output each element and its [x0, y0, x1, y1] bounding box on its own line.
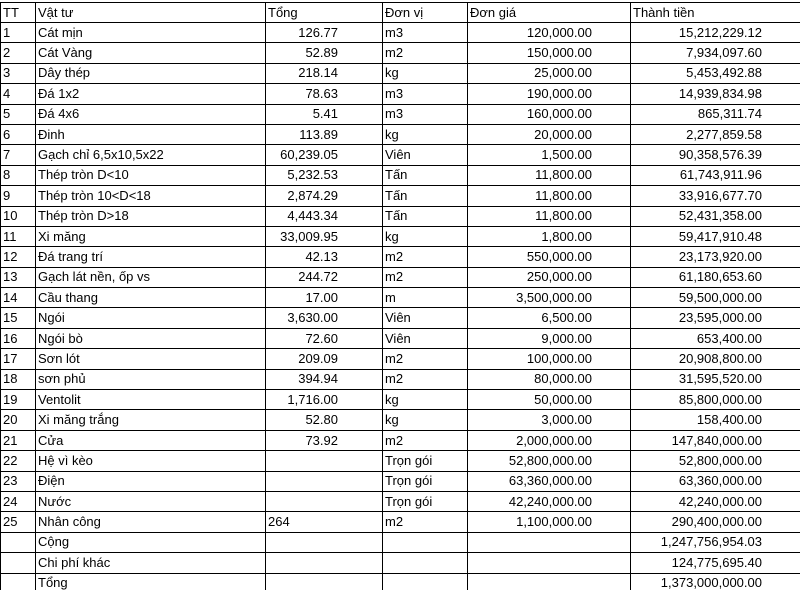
cell-tt: 23	[1, 471, 36, 491]
cell-total: 59,417,910.48	[631, 226, 800, 246]
cell-item: Xi măng trắng	[36, 410, 266, 430]
cell-unit: Viên	[383, 145, 468, 165]
table-row	[1, 451, 800, 471]
table-row	[1, 349, 800, 369]
table-row	[1, 512, 800, 532]
cell-total: 52,431,358.00	[631, 206, 800, 226]
cell-total: 7,934,097.60	[631, 43, 800, 63]
cell-total: 653,400.00	[631, 328, 800, 348]
summary-total: 1,373,000,000.00	[631, 573, 800, 593]
table-row	[1, 206, 800, 226]
table-row	[1, 390, 800, 410]
cell-tt: 25	[1, 512, 36, 532]
cell-unit: m3	[383, 104, 468, 124]
cell-price: 120,000.00	[468, 23, 631, 43]
cell-item: Xi măng	[36, 226, 266, 246]
cell-price: 3,000.00	[468, 410, 631, 430]
cell-qty: 244.72	[266, 267, 383, 287]
table-row	[1, 247, 800, 267]
cell-tt	[1, 532, 36, 552]
cell-price: 190,000.00	[468, 84, 631, 104]
cell-item: Đinh	[36, 124, 266, 144]
cell-total: 23,173,920.00	[631, 247, 800, 267]
cell-qty: 113.89	[266, 124, 383, 144]
cell-item: sơn phủ	[36, 369, 266, 389]
cell-tt: 24	[1, 491, 36, 511]
cell-total: 290,400,000.00	[631, 512, 800, 532]
cell-qty: 42.13	[266, 247, 383, 267]
cell-price: 160,000.00	[468, 104, 631, 124]
cell-qty: 73.92	[266, 430, 383, 450]
cell-qty: 78.63	[266, 84, 383, 104]
header-row	[1, 3, 800, 23]
cell-price: 50,000.00	[468, 390, 631, 410]
table-row	[1, 43, 800, 63]
cell-item: Thép tròn 10<D<18	[36, 186, 266, 206]
cell-item: Thép tròn D<10	[36, 165, 266, 185]
cell-unit	[383, 553, 468, 573]
cell-price: 11,800.00	[468, 186, 631, 206]
table-row	[1, 288, 800, 308]
cell-qty: 264	[266, 512, 383, 532]
cell-qty: 5,232.53	[266, 165, 383, 185]
cell-item: Hệ vì kèo	[36, 451, 266, 471]
cell-qty	[266, 451, 383, 471]
cell-qty: 17.00	[266, 288, 383, 308]
cell-tt: 12	[1, 247, 36, 267]
cell-qty: 52.80	[266, 410, 383, 430]
cell-unit: kg	[383, 410, 468, 430]
cell-tt: 22	[1, 451, 36, 471]
cell-unit: Trọn gói	[383, 471, 468, 491]
cell-total: 52,800,000.00	[631, 451, 800, 471]
cell-unit: m3	[383, 84, 468, 104]
cell-item: Đá 1x2	[36, 84, 266, 104]
cell-unit: m2	[383, 247, 468, 267]
cell-qty: 2,874.29	[266, 186, 383, 206]
cell-price: 2,000,000.00	[468, 430, 631, 450]
cell-price: 52,800,000.00	[468, 451, 631, 471]
cell-item: Sơn lót	[36, 349, 266, 369]
cell-total: 59,500,000.00	[631, 288, 800, 308]
cell-total: 5,453,492.88	[631, 63, 800, 83]
summary-row	[1, 553, 800, 573]
cell-price: 25,000.00	[468, 63, 631, 83]
cell-unit: m2	[383, 369, 468, 389]
cell-qty: 1,716.00	[266, 390, 383, 410]
cell-item: Nước	[36, 491, 266, 511]
table-row	[1, 23, 800, 43]
cell-item: Ventolit	[36, 390, 266, 410]
cell-qty	[266, 532, 383, 552]
cell-item: Ngói	[36, 308, 266, 328]
cell-total: 15,212,229.12	[631, 23, 800, 43]
table-row	[1, 124, 800, 144]
cell-unit: kg	[383, 63, 468, 83]
table-row	[1, 63, 800, 83]
cell-tt: 4	[1, 84, 36, 104]
cell-qty	[266, 553, 383, 573]
cell-tt: 21	[1, 430, 36, 450]
cell-price	[468, 553, 631, 573]
cell-unit	[383, 532, 468, 552]
cell-unit: Viên	[383, 308, 468, 328]
header-unit: Đơn vị	[383, 3, 468, 23]
cell-unit: kg	[383, 226, 468, 246]
cell-unit: m2	[383, 349, 468, 369]
table-row	[1, 267, 800, 287]
cell-item: Đá 4x6	[36, 104, 266, 124]
cell-total: 23,595,000.00	[631, 308, 800, 328]
cell-item: Điện	[36, 471, 266, 491]
header-tt: TT	[1, 3, 36, 23]
header-qty: Tổng	[266, 3, 383, 23]
cell-price: 11,800.00	[468, 206, 631, 226]
cell-unit: Trọn gói	[383, 451, 468, 471]
cell-qty: 5.41	[266, 104, 383, 124]
cell-item: Cửa	[36, 430, 266, 450]
table-row	[1, 84, 800, 104]
cell-tt: 17	[1, 349, 36, 369]
summary-total: 1,247,756,954.03	[631, 532, 800, 552]
cell-total: 85,800,000.00	[631, 390, 800, 410]
cell-total: 61,743,911.96	[631, 165, 800, 185]
cell-item: Gạch chỉ 6,5x10,5x22	[36, 145, 266, 165]
header-total: Thành tiền	[631, 3, 800, 23]
cell-price: 9,000.00	[468, 328, 631, 348]
cell-unit: m2	[383, 43, 468, 63]
table-row	[1, 226, 800, 246]
cell-total: 147,840,000.00	[631, 430, 800, 450]
cell-qty: 218.14	[266, 63, 383, 83]
cell-tt: 10	[1, 206, 36, 226]
table-row	[1, 186, 800, 206]
table-row	[1, 471, 800, 491]
cell-price: 42,240,000.00	[468, 491, 631, 511]
cell-price: 11,800.00	[468, 165, 631, 185]
cell-tt: 5	[1, 104, 36, 124]
cell-tt: 15	[1, 308, 36, 328]
cell-price: 1,800.00	[468, 226, 631, 246]
cell-total: 63,360,000.00	[631, 471, 800, 491]
header-price: Đơn giá	[468, 3, 631, 23]
cell-unit: kg	[383, 124, 468, 144]
cell-unit: m2	[383, 430, 468, 450]
cell-qty: 394.94	[266, 369, 383, 389]
cell-tt: 3	[1, 63, 36, 83]
cell-tt: 20	[1, 410, 36, 430]
cell-qty: 126.77	[266, 23, 383, 43]
cell-unit: m2	[383, 512, 468, 532]
summary-total: 124,775,695.40	[631, 553, 800, 573]
cell-price: 6,500.00	[468, 308, 631, 328]
cell-price	[468, 532, 631, 552]
cell-tt: 9	[1, 186, 36, 206]
cell-qty: 3,630.00	[266, 308, 383, 328]
cell-total: 33,916,677.70	[631, 186, 800, 206]
table-row	[1, 145, 800, 165]
cell-total: 865,311.74	[631, 104, 800, 124]
cell-total: 20,908,800.00	[631, 349, 800, 369]
summary-label: Cộng	[36, 532, 266, 552]
table-row	[1, 410, 800, 430]
cell-qty: 60,239.05	[266, 145, 383, 165]
cell-total: 42,240,000.00	[631, 491, 800, 511]
cell-price: 1,500.00	[468, 145, 631, 165]
cell-qty	[266, 491, 383, 511]
cell-price: 150,000.00	[468, 43, 631, 63]
cell-price: 550,000.00	[468, 247, 631, 267]
cell-tt: 19	[1, 390, 36, 410]
cell-tt: 7	[1, 145, 36, 165]
cell-item: Ngói bò	[36, 328, 266, 348]
table-row	[1, 104, 800, 124]
table-row	[1, 308, 800, 328]
summary-label: Chi phí khác	[36, 553, 266, 573]
header-item: Vật tư	[36, 3, 266, 23]
cell-unit: Trọn gói	[383, 491, 468, 511]
cell-tt: 11	[1, 226, 36, 246]
cell-price: 63,360,000.00	[468, 471, 631, 491]
table-row	[1, 165, 800, 185]
cell-unit: Tấn	[383, 206, 468, 226]
cell-tt: 18	[1, 369, 36, 389]
materials-table	[0, 2, 800, 594]
cell-qty: 72.60	[266, 328, 383, 348]
cell-tt: 13	[1, 267, 36, 287]
cell-price: 100,000.00	[468, 349, 631, 369]
cell-unit: m	[383, 288, 468, 308]
table-row	[1, 369, 800, 389]
cell-price: 80,000.00	[468, 369, 631, 389]
cell-item: Cát Vàng	[36, 43, 266, 63]
cell-total: 158,400.00	[631, 410, 800, 430]
cell-tt: 16	[1, 328, 36, 348]
cell-tt: 1	[1, 23, 36, 43]
cell-item: Cát mịn	[36, 23, 266, 43]
cell-unit: m2	[383, 267, 468, 287]
bottom-strip	[0, 590, 800, 600]
cell-item: Đá trang trí	[36, 247, 266, 267]
cell-price: 1,100,000.00	[468, 512, 631, 532]
cell-total: 2,277,859.58	[631, 124, 800, 144]
cell-price: 250,000.00	[468, 267, 631, 287]
cell-item: Dây thép	[36, 63, 266, 83]
cell-qty: 209.09	[266, 349, 383, 369]
table-row	[1, 430, 800, 450]
cell-tt: 8	[1, 165, 36, 185]
cell-unit: Tấn	[383, 165, 468, 185]
cell-qty: 52.89	[266, 43, 383, 63]
cell-unit: m3	[383, 23, 468, 43]
cell-unit: Viên	[383, 328, 468, 348]
cell-unit: Tấn	[383, 186, 468, 206]
cell-item: Cầu thang	[36, 288, 266, 308]
table-row	[1, 491, 800, 511]
cell-tt: 14	[1, 288, 36, 308]
cell-qty	[266, 471, 383, 491]
summary-label: Tổng	[36, 573, 266, 593]
cell-item: Gạch lát nền, ốp vs	[36, 267, 266, 287]
cell-qty: 4,443.34	[266, 206, 383, 226]
summary-row	[1, 532, 800, 552]
cell-tt	[1, 553, 36, 573]
cell-total: 31,595,520.00	[631, 369, 800, 389]
cell-total: 14,939,834.98	[631, 84, 800, 104]
table-row	[1, 328, 800, 348]
cell-price: 20,000.00	[468, 124, 631, 144]
cell-total: 61,180,653.60	[631, 267, 800, 287]
cell-item: Thép tròn D>18	[36, 206, 266, 226]
cell-tt: 2	[1, 43, 36, 63]
cell-price: 3,500,000.00	[468, 288, 631, 308]
cell-tt: 6	[1, 124, 36, 144]
cell-total: 90,358,576.39	[631, 145, 800, 165]
cell-item: Nhân công	[36, 512, 266, 532]
cell-qty: 33,009.95	[266, 226, 383, 246]
cell-unit: kg	[383, 390, 468, 410]
